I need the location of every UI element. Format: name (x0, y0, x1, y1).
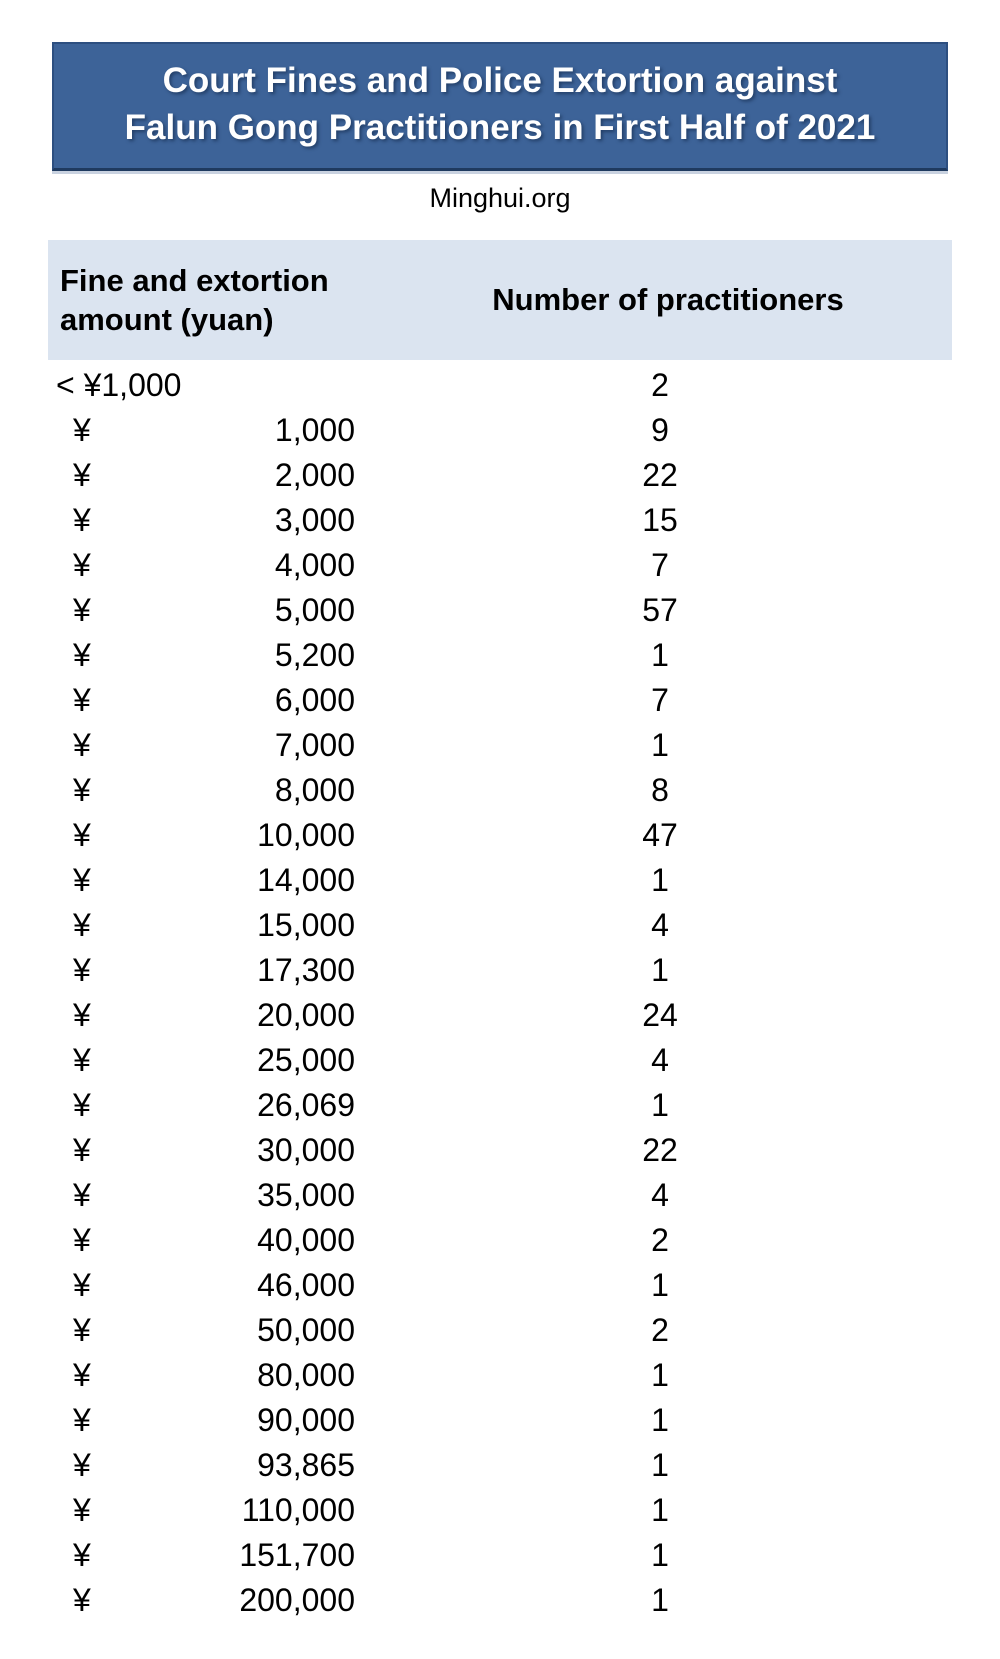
table-row (48, 1083, 952, 1128)
table-row (48, 498, 952, 543)
currency-symbol: ¥ (73, 772, 91, 808)
count-value: 7 (651, 682, 669, 718)
amount-value: 10,000 (257, 817, 355, 853)
count-value: 2 (651, 367, 669, 403)
count-value: 1 (651, 1267, 669, 1303)
table-row (48, 1128, 952, 1173)
count-value: 2 (651, 1222, 669, 1258)
table-row (48, 1308, 952, 1353)
table-row (48, 633, 952, 678)
count-value: 4 (651, 1042, 669, 1078)
amount-value: 20,000 (257, 997, 355, 1033)
currency-symbol: ¥ (73, 817, 91, 853)
table-row (48, 1353, 952, 1398)
count-value: 1 (651, 1492, 669, 1528)
table-row (48, 903, 952, 948)
currency-symbol: ¥ (73, 1087, 91, 1123)
currency-symbol: ¥ (73, 1222, 91, 1258)
table-row (48, 1443, 952, 1488)
currency-symbol: ¥ (73, 1582, 91, 1618)
count-value: 24 (642, 997, 678, 1033)
currency-symbol: ¥ (73, 997, 91, 1033)
amount-value: 90,000 (257, 1402, 355, 1438)
table-row (48, 723, 952, 768)
table-row (48, 588, 952, 633)
amount-value: 50,000 (257, 1312, 355, 1348)
currency-symbol: ¥ (73, 952, 91, 988)
amount-value: 3,000 (274, 502, 355, 538)
currency-symbol: ¥ (73, 1312, 91, 1348)
currency-symbol: ¥ (73, 727, 91, 763)
count-value: 1 (651, 862, 669, 898)
count-value: 7 (651, 547, 669, 583)
count-value: 1 (651, 1357, 669, 1393)
table-row (48, 678, 952, 723)
table-row (48, 1398, 952, 1443)
count-value: 1 (651, 1447, 669, 1483)
count-value: 1 (651, 637, 669, 673)
amount-value: 25,000 (257, 1042, 355, 1078)
amount-value: 17,300 (257, 952, 355, 988)
table-row (48, 1263, 952, 1308)
currency-symbol: ¥ (73, 412, 91, 448)
currency-symbol: ¥ (73, 1402, 91, 1438)
amount-value: 40,000 (257, 1222, 355, 1258)
amount-value: 4,000 (274, 547, 355, 583)
column-header-amount: Fine and extortion amount (yuan) (60, 263, 329, 337)
table-row (48, 858, 952, 903)
currency-symbol: ¥ (73, 682, 91, 718)
amount-value: 7,000 (274, 727, 355, 763)
count-value: 1 (651, 727, 669, 763)
amount-value: 80,000 (257, 1357, 355, 1393)
amount-value: 35,000 (257, 1177, 355, 1213)
source-label: Minghui.org (429, 183, 571, 213)
amount-value: 151,700 (239, 1537, 355, 1573)
currency-symbol: ¥ (73, 1492, 91, 1528)
amount-value: 5,200 (274, 637, 355, 673)
table-row (48, 1038, 952, 1083)
count-value: 4 (651, 907, 669, 943)
currency-symbol: ¥ (73, 637, 91, 673)
amount-value: 93,865 (257, 1447, 355, 1483)
table-row (48, 1578, 952, 1623)
count-value: 1 (651, 1087, 669, 1123)
table-row (48, 1173, 952, 1218)
table-body (48, 363, 952, 1623)
table-row (48, 543, 952, 588)
table-row (48, 453, 952, 498)
amount-label: < ¥1,000 (56, 367, 182, 403)
table-row (48, 1533, 952, 1578)
currency-symbol: ¥ (73, 862, 91, 898)
amount-value: 46,000 (257, 1267, 355, 1303)
chart-title-line2: Falun Gong Practitioners in First Half of 2021 (124, 108, 876, 147)
count-value: 57 (642, 592, 678, 628)
currency-symbol: ¥ (73, 1447, 91, 1483)
count-value: 8 (651, 772, 669, 808)
count-value: 22 (642, 457, 678, 493)
currency-symbol: ¥ (73, 1537, 91, 1573)
amount-value: 200,000 (239, 1582, 355, 1618)
currency-symbol: ¥ (73, 1042, 91, 1078)
currency-symbol: ¥ (73, 1177, 91, 1213)
amount-value: 26,069 (257, 1087, 355, 1123)
amount-value: 8,000 (274, 772, 355, 808)
currency-symbol: ¥ (73, 502, 91, 538)
count-value: 1 (651, 1582, 669, 1618)
currency-symbol: ¥ (73, 1267, 91, 1303)
count-value: 1 (651, 1537, 669, 1573)
count-value: 47 (642, 817, 678, 853)
table-header-row (48, 240, 952, 360)
table-row (48, 1488, 952, 1533)
count-value: 15 (642, 502, 678, 538)
amount-value: 6,000 (274, 682, 355, 718)
table-row (48, 408, 952, 453)
amount-value: 15,000 (257, 907, 355, 943)
table-row (48, 1218, 952, 1263)
currency-symbol: ¥ (73, 547, 91, 583)
table-row (48, 813, 952, 858)
amount-value: 30,000 (257, 1132, 355, 1168)
table-row (48, 768, 952, 813)
currency-symbol: ¥ (73, 457, 91, 493)
currency-symbol: ¥ (73, 592, 91, 628)
column-header-count: Number of practitioners (492, 282, 844, 317)
count-value: 4 (651, 1177, 669, 1213)
count-value: 2 (651, 1312, 669, 1348)
table-row (48, 993, 952, 1038)
currency-symbol: ¥ (73, 1357, 91, 1393)
amount-value: 1,000 (274, 412, 355, 448)
amount-value: 2,000 (274, 457, 355, 493)
chart-title-line1: Court Fines and Police Extortion against (162, 61, 838, 100)
table-row (48, 948, 952, 993)
count-value: 1 (651, 952, 669, 988)
amount-value: 14,000 (257, 862, 355, 898)
currency-symbol: ¥ (73, 1132, 91, 1168)
chart-title-banner (52, 42, 948, 171)
amount-value: 5,000 (274, 592, 355, 628)
count-value: 9 (651, 412, 669, 448)
count-value: 1 (651, 1402, 669, 1438)
currency-symbol: ¥ (73, 907, 91, 943)
count-value: 22 (642, 1132, 678, 1168)
amount-value: 110,000 (241, 1492, 355, 1528)
table-row (48, 363, 952, 408)
